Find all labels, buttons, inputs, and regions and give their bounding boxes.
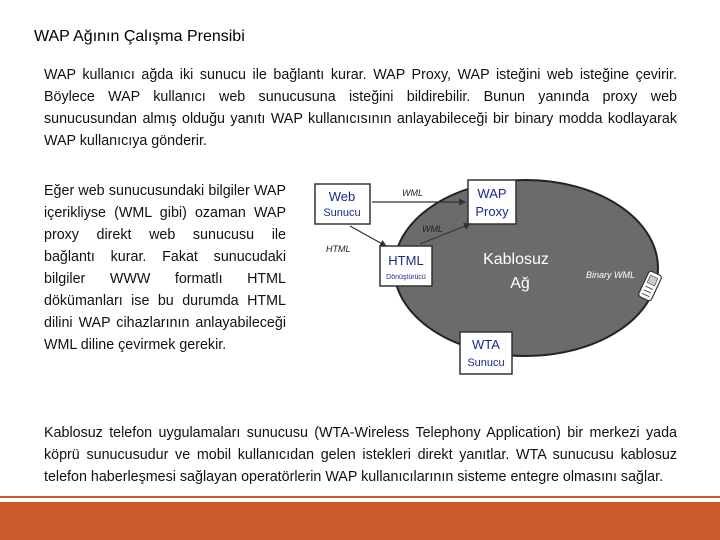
- wta-server-line1: WTA: [472, 337, 500, 352]
- web-server-line2: Sunucu: [323, 207, 361, 219]
- html-converter-line1: HTML: [388, 253, 424, 268]
- wap-proxy-line1: WAP: [477, 186, 507, 201]
- slide-title: WAP Ağının Çalışma Prensibi: [34, 28, 245, 45]
- label-wml-mid: WML: [422, 224, 443, 234]
- wireless-network-cloud: [394, 180, 658, 356]
- label-wml-top: WML: [402, 188, 423, 198]
- cloud-label-line1: Kablosuz: [483, 251, 549, 268]
- paragraph-wta: Kablosuz telefon uygulamaları sunucusu (WTA-Wireless Telephony Application) bir merkezi yada köprü sunucusudur ve mobil kullanıcıdan gelen istekleri direkt yanıtlar. WTA sunucusu kablosuz telefon haberleşmesi sağlayan operatörlerin WAP kullanıcılarının sisteme entegre olmasını sağlar.: [44, 425, 677, 485]
- web-server-line1: Web: [328, 189, 356, 204]
- wap-network-diagram: [310, 176, 680, 381]
- label-binary-wml: Binary WML: [586, 270, 636, 280]
- footer-accent-line: [0, 496, 720, 498]
- wap-proxy-line2: Proxy: [475, 204, 509, 219]
- paragraph-web-server: Eğer web sunucusundaki bilgiler WAP içerikliyse (WML gibi) ozaman WAP proxy direkt web sunucusu ile bağlantı kurar. Fakat sunucudaki bilgiler WWW formatlı HTML dökümanları ise bu durumda HTML dilini WAP cihazlarının anlayabileceği WML diline çevirmek gerekir.: [44, 183, 286, 353]
- footer-accent-band: [0, 502, 720, 540]
- paragraph-wap-user: WAP kullanıcı ağda iki sunucu ile bağlantı kurar. WAP Proxy, WAP isteğini web isteğine çevirir. Böylece WAP kullanıcı web sunucusuna isteğini bildirebilir. Bunun yanında proxy web sunucusundan almış olduğu yanıtı WAP kullanıcısının anlayabileceği bir binary modda kodlayarak WAP kullanıcıya gönderir.: [44, 67, 677, 149]
- cloud-label-line2: Ağ: [510, 275, 530, 292]
- html-converter-line2: Dönüştürücü: [386, 274, 426, 281]
- label-html: HTML: [326, 244, 351, 254]
- wta-server-line2: Sunucu: [467, 357, 505, 369]
- arrow-web-to-html: [350, 226, 386, 246]
